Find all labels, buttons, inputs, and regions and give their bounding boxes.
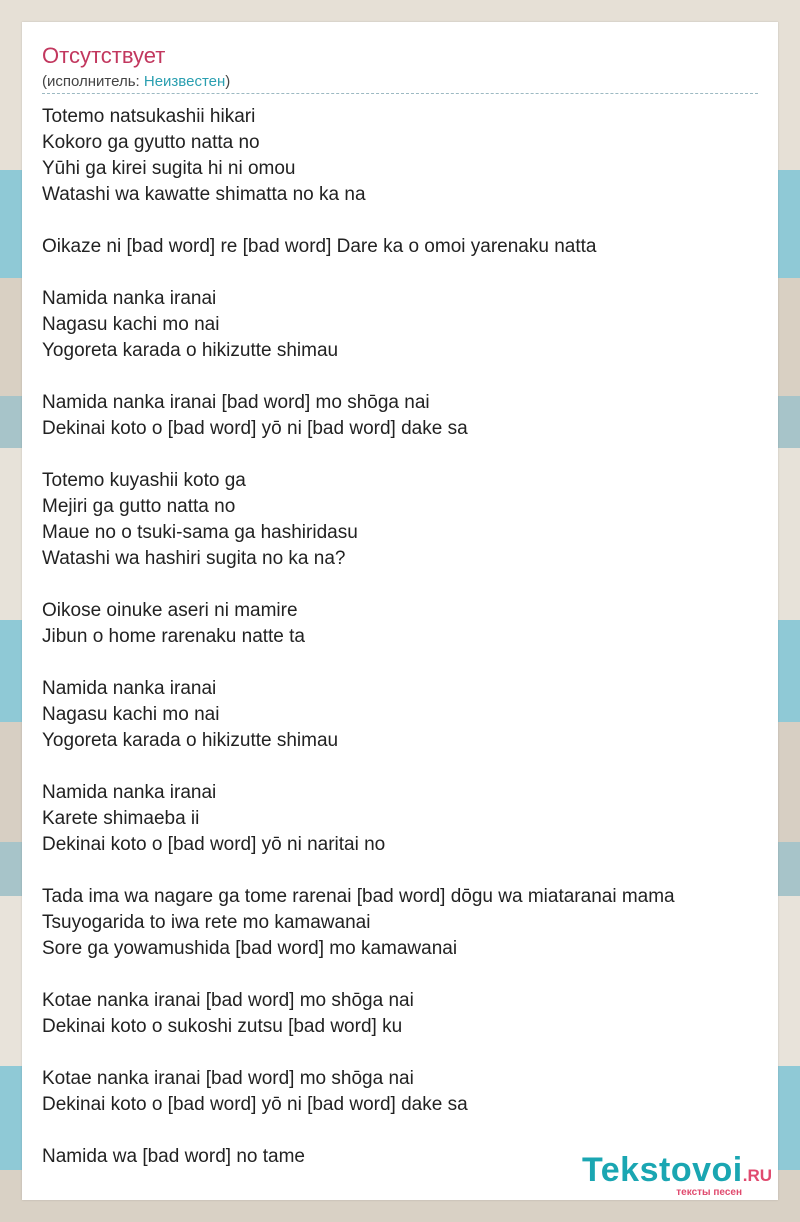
artist-link[interactable]: Неизвестен <box>143 73 226 90</box>
artist-suffix: ) <box>225 73 231 90</box>
artist-line <box>42 72 230 92</box>
lyrics-card <box>22 22 778 1200</box>
artist-prefix: (исполнитель: <box>42 73 144 90</box>
logo-name: Tekstovoi <box>582 1151 743 1189</box>
logo-tagline: тексты песен <box>676 1187 742 1198</box>
song-title: Отсутствует <box>42 43 166 68</box>
site-logo[interactable] <box>582 1151 772 1198</box>
divider <box>42 93 758 94</box>
logo-tld: .RU <box>742 1166 772 1185</box>
lyrics-text: Totemo natsukashii hikari Kokoro ga gyutto natta no Yūhi ga kirei sugita hi ni omou Watashi wa kawatte shimatta no ka na Oikaze ni [bad word] re [bad word] Dare ka o omoi yarenaku natta Namida nanka iranai Nagasu kachi mo nai Yogoreta karada o hikizutte shimau Namida nanka iranai [bad word] mo shōga nai Dekinai koto o [bad word] yō ni [bad word] dake sa Totemo kuyashii koto ga Mejiri ga gutto natta no Maue no o tsuki-sama ga hashiridasu Watashi wa hashiri sugita no ka na? Oikose oinuke aseri ni mamire Jibun o home rarenaku natte ta Namida nanka iranai Nagasu kachi mo nai Yogoreta karada o hikizutte shimau Namida nanka iranai Karete shimaeba ii Dekinai koto o [bad word] yō ni naritai no Tada ima wa nagare ga tome rarenai [bad word] dōgu wa miataranai mama Tsuyogarida to iwa rete mo kamawanai Sore ga yowamushida [bad word] mo kamawanai Kotae nanka iranai [bad word] mo shōga nai Dekinai koto o sukoshi zutsu [bad word] ku Kotae nanka iranai [bad word] mo shōga nai Dekinai koto o [bad word] yō ni [bad word] dake sa Namida wa [bad word] no tame <box>42 106 675 1167</box>
